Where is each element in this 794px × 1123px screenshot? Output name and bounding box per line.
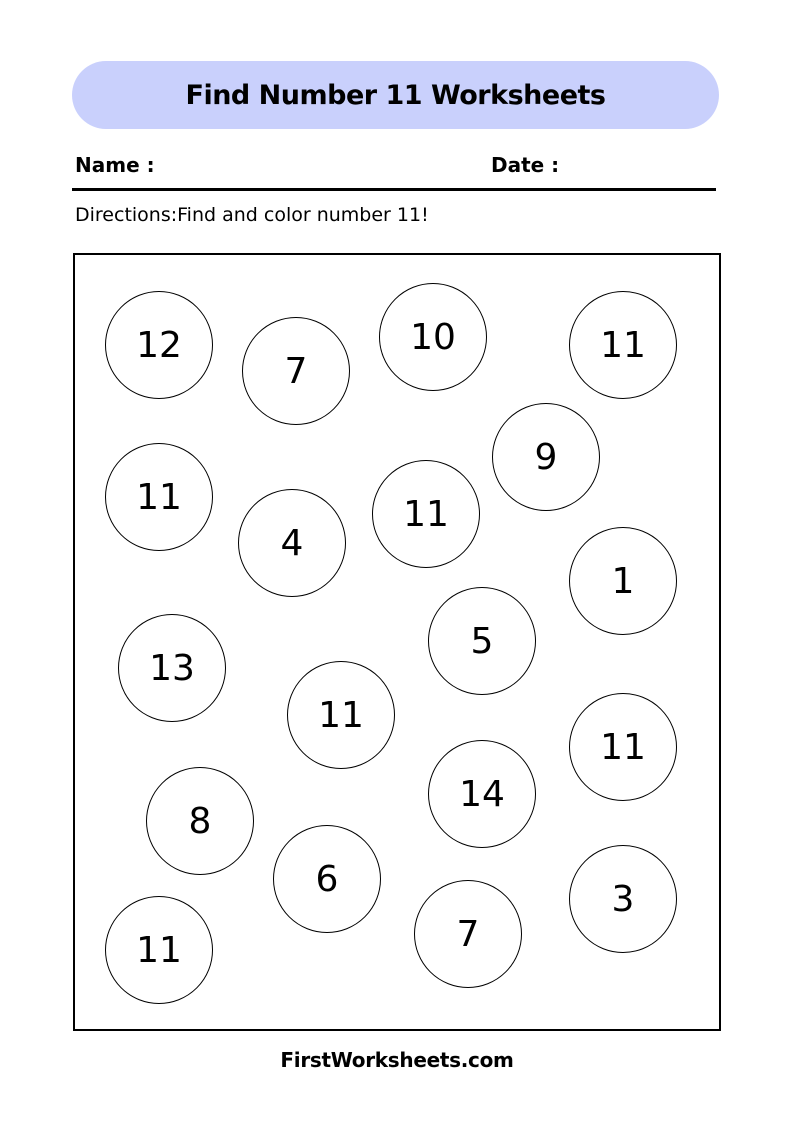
- number-circle[interactable]: 4: [238, 489, 346, 597]
- number-board: [73, 253, 721, 1031]
- footer-brand: FirstWorksheets.com: [280, 1048, 514, 1072]
- number-circle[interactable]: 11: [105, 896, 213, 1004]
- title-banner: [72, 61, 719, 129]
- number-circle[interactable]: 8: [146, 767, 254, 875]
- header-rule: [72, 188, 716, 191]
- number-circle[interactable]: 11: [105, 443, 213, 551]
- number-circle[interactable]: 11: [372, 460, 480, 568]
- number-circle[interactable]: 9: [492, 403, 600, 511]
- number-circle[interactable]: 13: [118, 614, 226, 722]
- number-circle[interactable]: 12: [105, 291, 213, 399]
- name-label: Name :: [75, 153, 155, 177]
- number-circle[interactable]: 14: [428, 740, 536, 848]
- number-circle[interactable]: 1: [569, 527, 677, 635]
- number-circle[interactable]: 6: [273, 825, 381, 933]
- number-circle[interactable]: 11: [569, 693, 677, 801]
- number-circle[interactable]: 5: [428, 587, 536, 695]
- number-circle[interactable]: 10: [379, 283, 487, 391]
- page-title: Find Number 11 Worksheets: [185, 79, 606, 111]
- number-circle[interactable]: 11: [287, 661, 395, 769]
- date-label: Date :: [491, 153, 560, 177]
- number-circle[interactable]: 3: [569, 845, 677, 953]
- number-circle[interactable]: 7: [414, 880, 522, 988]
- number-circle[interactable]: 7: [242, 317, 350, 425]
- number-circle[interactable]: 11: [569, 291, 677, 399]
- directions-text: Directions:Find and color number 11!: [75, 204, 429, 226]
